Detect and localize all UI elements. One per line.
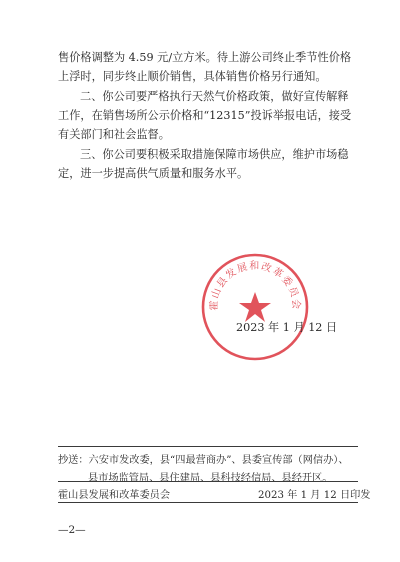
issue-date: 2023 年 1 月 12 日印发: [258, 490, 371, 501]
signature-date: 2023 年 1 月 12 日: [236, 321, 338, 334]
body-line: 二、你公司要严格执行天然气价格政策，做好宣传解释: [80, 90, 349, 103]
official-seal: [200, 252, 310, 362]
cc-line: 抄送：六安市发改委，县“四最营商办”、县委宣传部（网信办）、: [58, 455, 349, 466]
seal-text: 霍山县发展和改革委员会: [208, 261, 302, 311]
body-line: 定，进一步提高供气质量和服务水平。: [58, 167, 249, 180]
page-number: —2—: [58, 524, 86, 536]
cc-block: [58, 452, 358, 488]
body-line: 上浮时，同步终止顺价销售，具体销售价格另行通知。: [58, 70, 327, 83]
paragraph-market-supply: [58, 145, 358, 183]
body-line: 三、你公司要积极采取措施保障市场供应，维护市场稳: [80, 148, 349, 161]
cc-line: 县市场监管局、县住建局、县科技经信局、县经开区。: [88, 473, 333, 484]
seal-star-icon: [239, 292, 271, 322]
issuing-office: 霍山县发展和改革委员会: [58, 490, 171, 501]
divider-top: [58, 446, 358, 447]
divider-bottom: [58, 502, 358, 503]
body-line: 工作，在销售场所公示价格和“12315”投诉举报电话，接受: [58, 109, 352, 122]
body-line: 有关部门和社会监督。: [58, 128, 170, 141]
divider-middle: [58, 481, 358, 482]
paragraph-price-adjustment: [58, 48, 358, 86]
paragraph-price-policy: [58, 87, 358, 144]
body-line: 售价格调整为 4.59 元/立方米。待上游公司终止季节性价格: [58, 51, 352, 64]
